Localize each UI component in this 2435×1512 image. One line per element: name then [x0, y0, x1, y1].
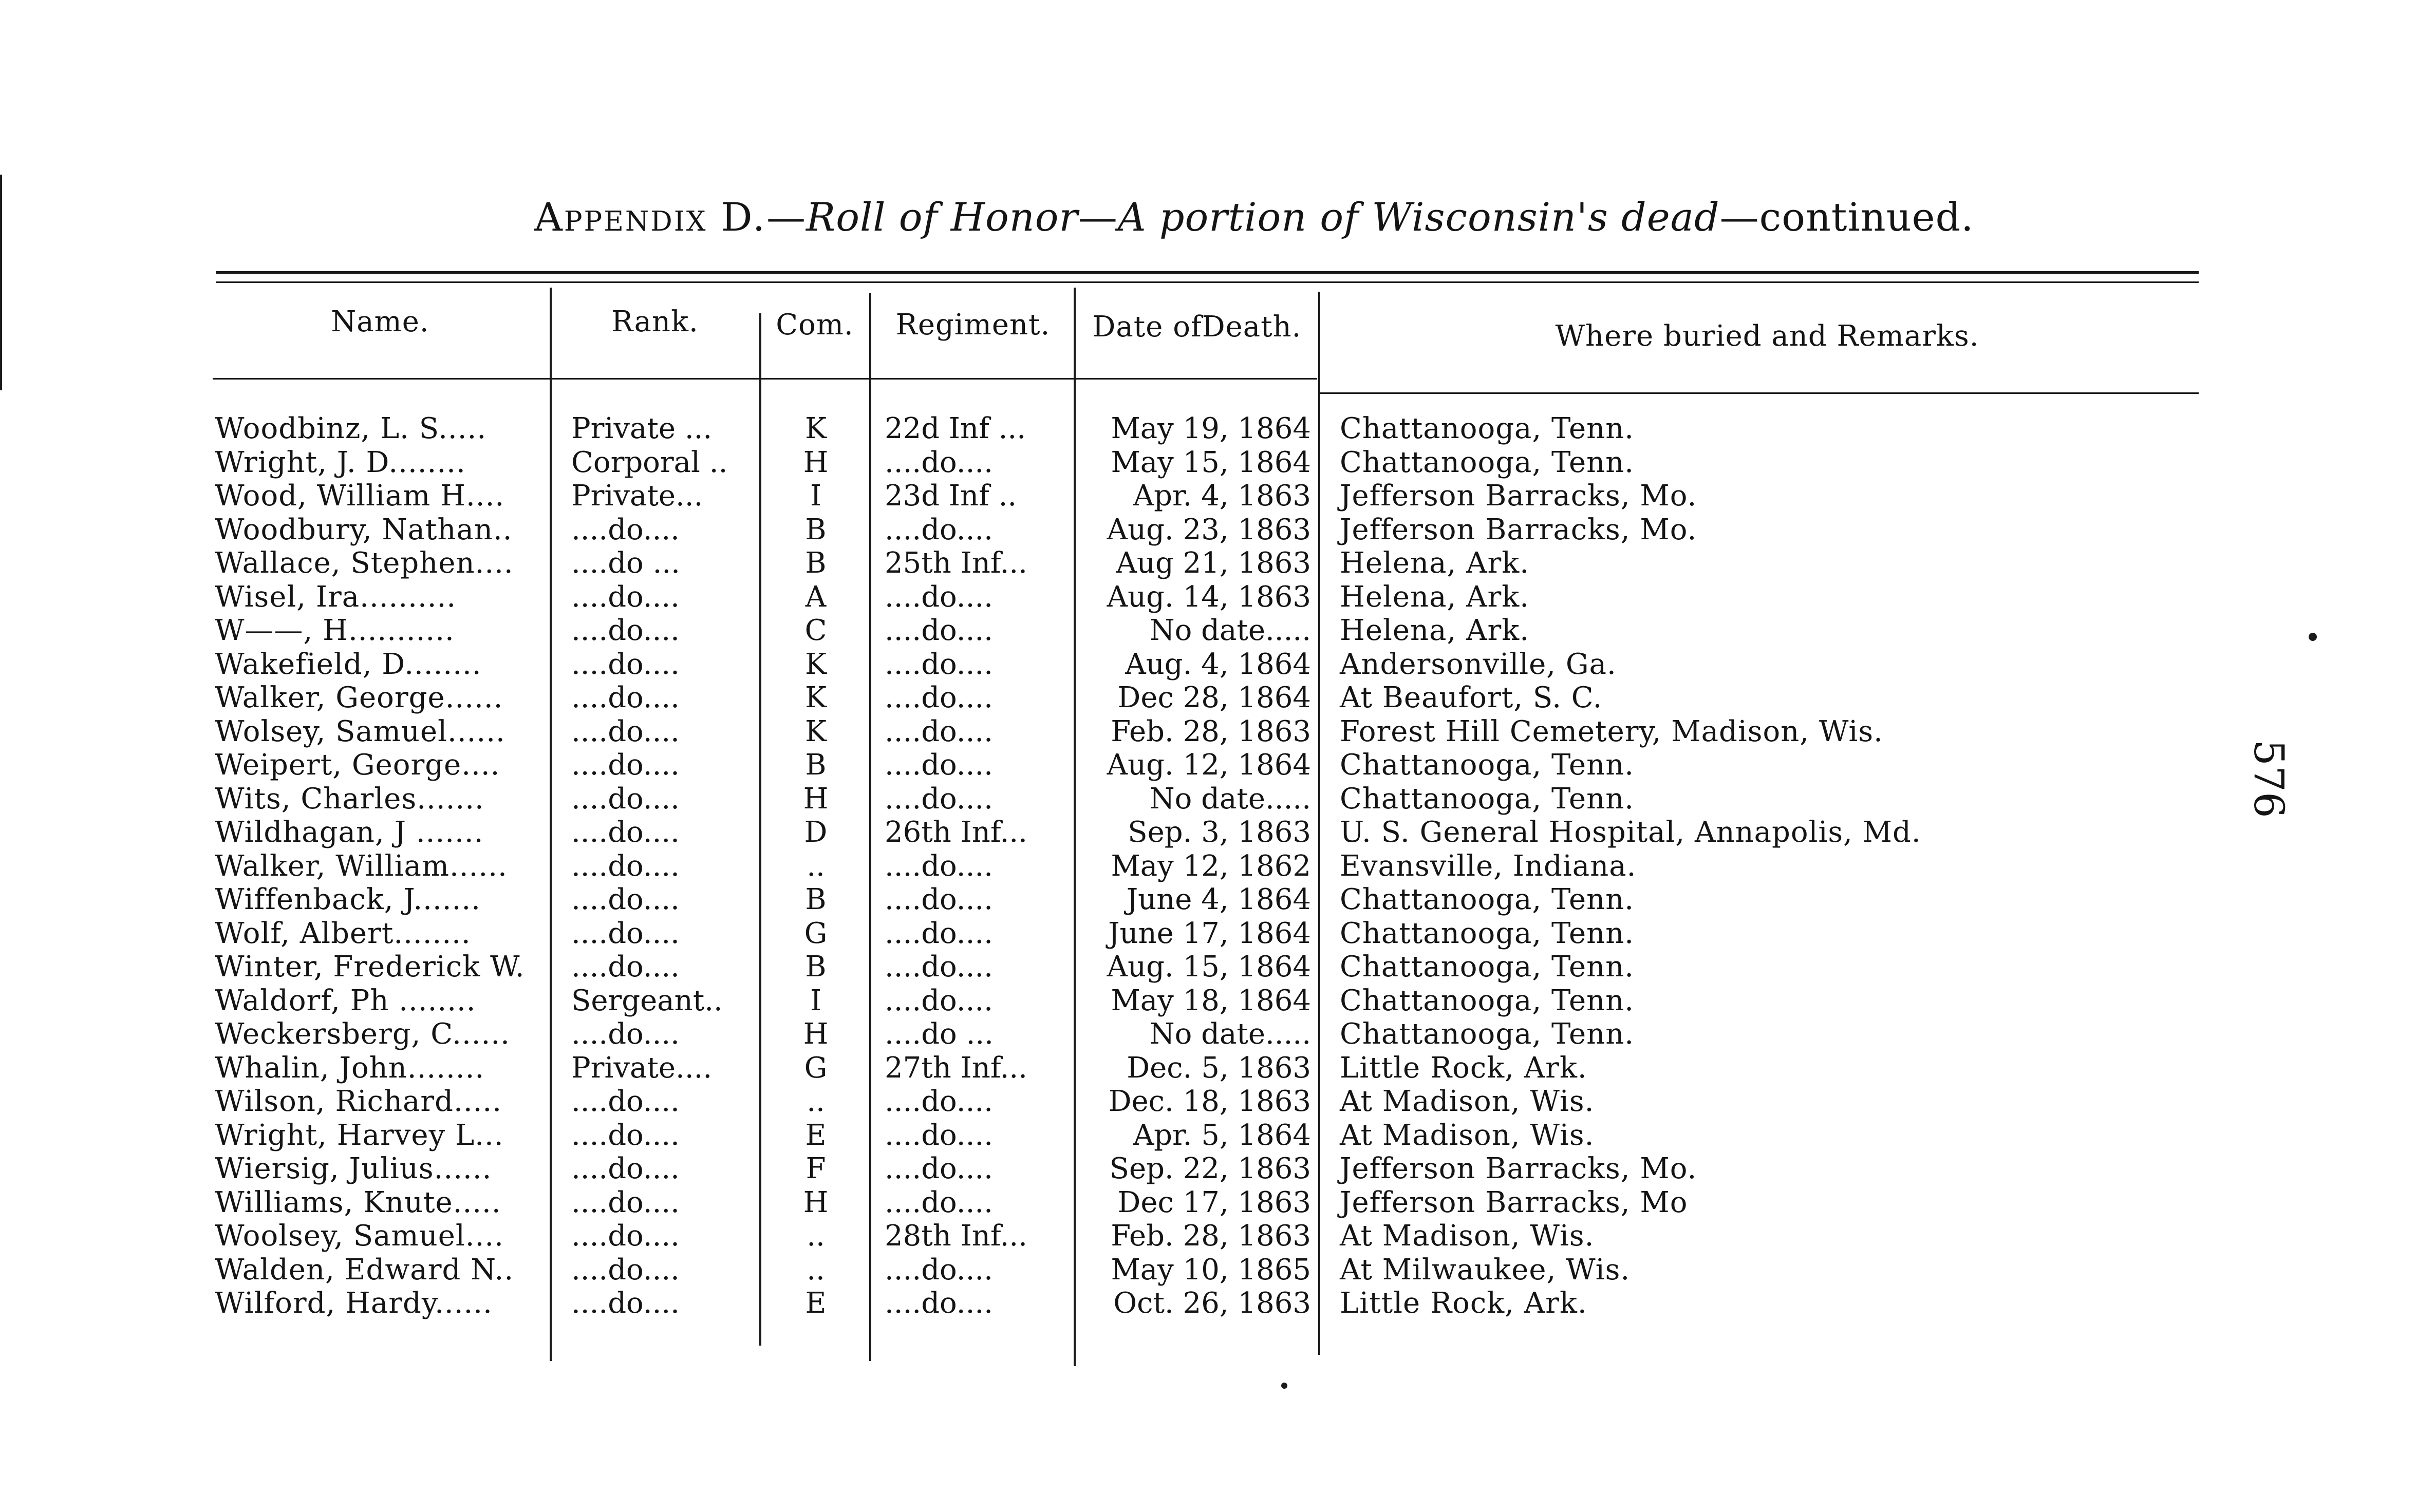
date-of-death-cell: May 19, 1864 [1111, 412, 1311, 445]
name-cell: Wolf, Albert........ [215, 916, 471, 950]
date-of-death-cell: Dec 17, 1863 [1117, 1185, 1311, 1219]
company-cell: K [805, 714, 827, 748]
rank-cell: ....do.... [571, 1253, 680, 1287]
company-cell: .. [807, 849, 825, 883]
date-of-death-cell: Aug. 23, 1863 [1107, 513, 1311, 546]
date-of-death-cell: Sep. 3, 1863 [1128, 816, 1311, 849]
title-continued: continued. [1759, 194, 1974, 240]
rank-cell: ....do.... [571, 849, 680, 883]
regiment-cell: ....do.... [885, 614, 993, 647]
burial-place-cell: Jefferson Barracks, Mo. [1340, 1152, 1697, 1185]
burial-place-cell: At Beaufort, S. C. [1340, 681, 1603, 714]
regiment-cell: ....do.... [885, 513, 993, 546]
table-row [0, 748, 2435, 782]
appendix-label: Appendix D. [534, 194, 766, 240]
rank-cell: ....do.... [571, 714, 680, 748]
date-of-death-cell: Dec. 18, 1863 [1108, 1085, 1311, 1118]
company-cell: G [804, 916, 828, 950]
rank-cell: ....do.... [571, 1085, 680, 1118]
regiment-cell: ....do.... [885, 916, 993, 950]
column-header-company: Com. [776, 308, 854, 342]
title-dash: — [1078, 194, 1118, 240]
date-of-death-cell: May 12, 1862 [1111, 849, 1311, 883]
table-row [0, 1085, 2435, 1119]
table-row [0, 546, 2435, 580]
burial-place-cell: Jefferson Barracks, Mo. [1340, 479, 1697, 513]
table-row [0, 446, 2435, 480]
company-cell: G [804, 1051, 828, 1085]
burial-place-cell: Forest Hill Cemetery, Madison, Wis. [1340, 714, 1883, 748]
company-cell: H [803, 445, 829, 479]
name-cell: Walker, William...... [215, 849, 508, 883]
burial-place-cell: Little Rock, Ark. [1340, 1051, 1587, 1085]
table-row [0, 1051, 2435, 1085]
table-row [0, 782, 2435, 816]
burial-place-cell: Jefferson Barracks, Mo [1340, 1185, 1688, 1219]
name-cell: Wright, Harvey L... [215, 1118, 504, 1152]
company-cell: C [804, 614, 827, 647]
title-dash: — [1719, 194, 1759, 240]
table-row [0, 1119, 2435, 1152]
burial-place-cell: Chattanooga, Tenn. [1340, 748, 1635, 782]
burial-place-cell: Helena, Ark. [1340, 546, 1530, 580]
company-cell: .. [807, 1253, 825, 1287]
rank-cell: Private.... [571, 1051, 713, 1085]
name-cell: Wildhagan, J ....... [215, 816, 484, 849]
name-cell: W——, H........... [215, 614, 455, 647]
company-cell: K [805, 647, 827, 681]
date-of-death-cell: Aug. 15, 1864 [1107, 950, 1311, 984]
name-cell: Wright, J. D........ [215, 445, 466, 479]
burial-place-cell: Chattanooga, Tenn. [1340, 984, 1635, 1017]
regiment-cell: ....do.... [885, 782, 993, 816]
regiment-cell: ....do.... [885, 984, 993, 1017]
date-of-death-cell: Apr. 5, 1864 [1133, 1118, 1311, 1152]
name-cell: Whalin, John........ [215, 1051, 485, 1085]
name-cell: Wits, Charles....... [215, 782, 484, 816]
date-of-death-cell: Feb. 28, 1863 [1111, 714, 1311, 748]
date-of-death-cell: Aug. 14, 1863 [1107, 580, 1311, 614]
company-cell: B [805, 546, 827, 580]
page-number: 576 [2244, 740, 2293, 818]
name-cell: Woodbinz, L. S..... [215, 412, 487, 445]
date-of-death-cell: No date..... [1149, 614, 1311, 647]
rank-cell: ....do.... [571, 816, 680, 849]
table-row [0, 984, 2435, 1018]
title-subtitle: A portion of Wisconsin's dead [1117, 194, 1720, 240]
company-cell: A [805, 580, 827, 614]
burial-place-cell: Chattanooga, Tenn. [1340, 883, 1635, 916]
rank-cell: ....do.... [571, 748, 680, 782]
column-header-date: Date ofDeath. [1092, 310, 1302, 344]
burial-place-cell: Chattanooga, Tenn. [1340, 445, 1635, 479]
company-cell: .. [807, 1085, 825, 1118]
name-cell: Weipert, George.... [215, 748, 500, 782]
name-cell: Walden, Edward N.. [215, 1253, 514, 1287]
burial-place-cell: Jefferson Barracks, Mo. [1340, 513, 1697, 546]
company-cell: H [803, 1185, 829, 1219]
name-cell: Wiersig, Julius...... [215, 1152, 492, 1185]
company-cell: H [803, 782, 829, 816]
company-cell: .. [807, 1219, 825, 1253]
rank-cell: Sergeant.. [571, 984, 723, 1017]
table-row [0, 614, 2435, 648]
date-of-death-cell: Dec. 5, 1863 [1127, 1051, 1311, 1085]
regiment-cell: ....do.... [885, 849, 993, 883]
name-cell: Wallace, Stephen.... [215, 546, 514, 580]
date-of-death-cell: June 17, 1864 [1108, 916, 1311, 950]
regiment-cell: 23d Inf .. [885, 479, 1017, 513]
regiment-cell: ....do.... [885, 580, 993, 614]
print-speck [2309, 633, 2317, 641]
table-row [0, 513, 2435, 547]
company-cell: K [805, 412, 827, 445]
date-of-death-cell: Dec 28, 1864 [1117, 681, 1311, 714]
table-row [0, 648, 2435, 682]
date-of-death-cell: Oct. 26, 1863 [1113, 1287, 1311, 1320]
burial-place-cell: At Milwaukee, Wis. [1340, 1253, 1631, 1287]
date-of-death-cell: May 18, 1864 [1111, 984, 1311, 1017]
print-speck [1281, 1383, 1287, 1389]
regiment-cell: ....do.... [885, 647, 993, 681]
rank-cell: ....do.... [571, 950, 680, 984]
company-cell: E [805, 1287, 827, 1320]
name-cell: Wilford, Hardy...... [215, 1287, 493, 1320]
rank-cell: Private ... [571, 412, 713, 445]
burial-place-cell: Helena, Ark. [1340, 580, 1530, 614]
name-cell: Wilson, Richard..... [215, 1085, 502, 1118]
date-of-death-cell: May 10, 1865 [1111, 1253, 1311, 1287]
column-header-name: Name. [331, 305, 429, 338]
table-row [0, 917, 2435, 951]
header-bottom-rule [213, 378, 1317, 380]
table-row [0, 1186, 2435, 1220]
rank-cell: ....do.... [571, 614, 680, 647]
regiment-cell: 25th Inf... [885, 546, 1027, 580]
table-row [0, 883, 2435, 917]
burial-place-cell: Evansville, Indiana. [1340, 849, 1637, 883]
regiment-cell: 22d Inf ... [885, 412, 1026, 445]
rank-cell: ....do.... [571, 1017, 680, 1051]
title-dash: — [766, 194, 806, 240]
rank-cell: ....do.... [571, 513, 680, 546]
table-row [0, 412, 2435, 446]
column-header-rank: Rank. [611, 305, 699, 338]
regiment-cell: ....do ... [885, 1017, 994, 1051]
company-cell: B [805, 748, 827, 782]
company-cell: E [805, 1118, 827, 1152]
burial-place-cell: Chattanooga, Tenn. [1340, 412, 1635, 445]
column-header-where: Where buried and Remarks. [1555, 319, 1979, 353]
regiment-cell: ....do.... [885, 1085, 993, 1118]
date-of-death-cell: Sep. 22, 1863 [1109, 1152, 1311, 1185]
rank-cell: ....do.... [571, 1152, 680, 1185]
table-row [0, 950, 2435, 984]
name-cell: Weckersberg, C...... [215, 1017, 510, 1051]
title-roll-of-honor: Roll of Honor [806, 194, 1078, 240]
burial-place-cell: Chattanooga, Tenn. [1340, 916, 1635, 950]
burial-place-cell: Chattanooga, Tenn. [1340, 1017, 1635, 1051]
rank-cell: ....do.... [571, 782, 680, 816]
company-cell: D [804, 816, 828, 849]
table-row [0, 1219, 2435, 1253]
rank-cell: ....do.... [571, 1118, 680, 1152]
company-cell: K [805, 681, 827, 714]
rank-cell: ....do.... [571, 580, 680, 614]
regiment-cell: ....do.... [885, 748, 993, 782]
rank-cell: Private... [571, 479, 703, 513]
table-row [0, 1253, 2435, 1287]
name-cell: Woolsey, Samuel.... [215, 1219, 504, 1253]
date-of-death-cell: Aug. 4, 1864 [1125, 647, 1311, 681]
rank-cell: ....do.... [571, 883, 680, 916]
company-cell: I [810, 479, 822, 513]
regiment-cell: 26th Inf... [885, 816, 1027, 849]
table-row [0, 715, 2435, 749]
burial-place-cell: Andersonville, Ga. [1340, 647, 1617, 681]
rank-cell: ....do.... [571, 647, 680, 681]
name-cell: Wakefield, D........ [215, 647, 482, 681]
burial-place-cell: At Madison, Wis. [1340, 1118, 1595, 1152]
name-cell: Williams, Knute..... [215, 1185, 501, 1219]
rank-cell: Corporal .. [571, 445, 728, 479]
date-of-death-cell: Apr. 4, 1863 [1133, 479, 1311, 513]
table-row [0, 1152, 2435, 1186]
company-cell: F [806, 1152, 826, 1185]
name-cell: Wisel, Ira.......... [215, 580, 457, 614]
rank-cell: ....do.... [571, 1219, 680, 1253]
regiment-cell: ....do.... [885, 681, 993, 714]
regiment-cell: ....do.... [885, 883, 993, 916]
table-row [0, 849, 2435, 883]
regiment-cell: 27th Inf... [885, 1051, 1027, 1085]
date-of-death-cell: June 4, 1864 [1126, 883, 1311, 916]
company-cell: B [805, 513, 827, 546]
burial-place-cell: At Madison, Wis. [1340, 1085, 1595, 1118]
company-cell: B [805, 950, 827, 984]
burial-place-cell: Chattanooga, Tenn. [1340, 782, 1635, 816]
table-row [0, 580, 2435, 614]
burial-place-cell: Little Rock, Ark. [1340, 1287, 1587, 1320]
header-bottom-rule-right [1320, 392, 2199, 394]
company-cell: H [803, 1017, 829, 1051]
regiment-cell: ....do.... [885, 950, 993, 984]
column-header-regiment: Regiment. [895, 308, 1051, 342]
name-cell: Wiffenback, J....... [215, 883, 481, 916]
name-cell: Wolsey, Samuel...... [215, 714, 505, 748]
regiment-cell: ....do.... [885, 1185, 993, 1219]
table-row [0, 479, 2435, 513]
burial-place-cell: At Madison, Wis. [1340, 1219, 1595, 1253]
table-row [0, 681, 2435, 715]
date-of-death-cell: Feb. 28, 1863 [1111, 1219, 1311, 1253]
burial-place-cell: Helena, Ark. [1340, 614, 1530, 647]
name-cell: Waldorf, Ph ........ [215, 984, 476, 1017]
date-of-death-cell: May 15, 1864 [1111, 445, 1311, 479]
regiment-cell: ....do.... [885, 1152, 993, 1185]
date-of-death-cell: No date..... [1149, 782, 1311, 816]
rank-cell: ....do.... [571, 681, 680, 714]
company-cell: I [810, 984, 822, 1017]
burial-place-cell: Chattanooga, Tenn. [1340, 950, 1635, 984]
burial-place-cell: U. S. General Hospital, Annapolis, Md. [1340, 816, 1921, 849]
name-cell: Walker, George...... [215, 681, 503, 714]
date-of-death-cell: No date..... [1149, 1017, 1311, 1051]
name-cell: Wood, William H.... [215, 479, 505, 513]
table-row [0, 816, 2435, 849]
date-of-death-cell: Aug. 12, 1864 [1107, 748, 1311, 782]
regiment-cell: ....do.... [885, 714, 993, 748]
regiment-cell: 28th Inf... [885, 1219, 1027, 1253]
name-cell: Winter, Frederick W. [215, 950, 525, 984]
page-title [534, 194, 1974, 240]
table-top-rule [216, 271, 2199, 274]
date-of-death-cell: Aug 21, 1863 [1116, 546, 1311, 580]
regiment-cell: ....do.... [885, 445, 993, 479]
company-cell: B [805, 883, 827, 916]
rank-cell: ....do.... [571, 1287, 680, 1320]
rank-cell: ....do.... [571, 916, 680, 950]
table-top-rule-thin [216, 281, 2199, 283]
table-row [0, 1287, 2435, 1320]
table-row [0, 1017, 2435, 1051]
regiment-cell: ....do.... [885, 1287, 993, 1320]
regiment-cell: ....do.... [885, 1118, 993, 1152]
page-edge-mark [0, 175, 2, 390]
regiment-cell: ....do.... [885, 1253, 993, 1287]
name-cell: Woodbury, Nathan.. [215, 513, 513, 546]
rank-cell: ....do.... [571, 1185, 680, 1219]
rank-cell: ....do ... [571, 546, 680, 580]
